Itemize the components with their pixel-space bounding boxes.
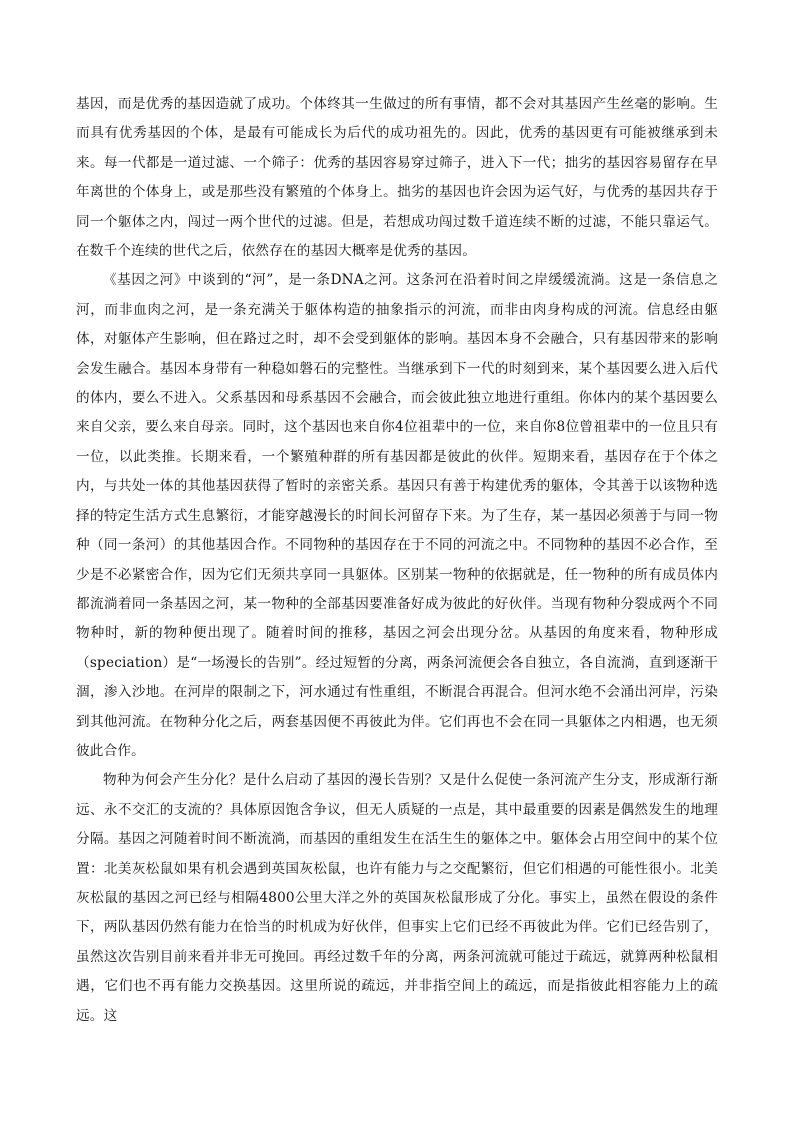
paragraph-2: 《基因之河》中谈到的“河”，是一条DNA之河。这条河在沿着时间之岸缓缓流淌。这是一条信息之河，而非血肉之河，是一条充满关于躯体构造的抽象指示的河流，而非由肉身构成的河流。信息经由躯体，对躯体产生影响，但在路过之时，却不会受到躯体的影响。基因本身不会融合，只有基因带来的影响会发生融合。基因本身带有一种稳如磐石的完整性。当继承到下一代的时刻到来，某个基因要么进入后代的体内，要么不进入。父系基因和母系基因不会融合，而会彼此独立地进行重组。你体内的某个基因要么来自父亲，要么来自母亲。同时，这个基因也来自你4位祖辈中的一位，来自你8位曾祖辈中的一位且只有一位，以此类推。长期来看，一个繁殖种群的所有基因都是彼此的伙伴。短期来看，基因存在于个体之内，与共处一体的其他基因获得了暂时的亲密关系。基因只有善于构建优秀的躯体，令其善于以该物种选择的特定生活方式生息繁衍，才能穿越漫长的时间长河留存下来。为了生存，某一基因必须善于与同一物种（同一条河）的其他基因合作。不同物种的基因存在于不同的河流之中。不同物种的基因不必合作，至少是不必紧密合作，因为它们无须共享同一具躯体。区别某一物种的依据就是，任一物种的所有成员体内都流淌着同一条基因之河，某一物种的全部基因要准备好成为彼此的好伙伴。当现有物种分裂成两个不同物种时，新的物种便出现了。随着时间的推移，基因之河会出现分岔。从基因的角度来看，物种形成（speciation）是“一场漫长的告别”。经过短暂的分离，两条河流便会各自独立，各自流淌，直到逐渐干涸，渗入沙地。在河岸的限制之下，河水通过有性重组，不断混合再混合。但河水绝不会涌出河岸，污染到其他河流。在物种分化之后，两套基因便不再彼此为伴。它们再也不会在同一具躯体之内相遇，也无须彼此合作。: [76, 272, 718, 759]
paragraph-1: 基因，而是优秀的基因造就了成功。个体终其一生做过的所有事情，都不会对其基因产生丝毫的影响。生而具有优秀基因的个体，是最有可能成长为后代的成功祖先的。因此，优秀的基因更有可能被继承到未来。每一代都是一道过滤、一个筛子：优秀的基因容易穿过筛子，进入下一代；拙劣的基因容易留存在早年离世的个体身上，或是那些没有繁殖的个体身上。拙劣的基因也许会因为运气好，与优秀的基因共存于同一个躯体之内，闯过一两个世代的过滤。但是，若想成功闯过数千道连续不断的过滤，不能只靠运气。在数千个连续的世代之后，依然存在的基因大概率是优秀的基因。: [76, 96, 718, 260]
document-page: [76, 90, 718, 1031]
paragraph-3: 物种为何会产生分化？是什么启动了基因的漫长告别？又是什么促使一条河流产生分支，形成渐行渐远、永不交汇的支流的？具体原因饱含争议，但无人质疑的一点是，其中最重要的因素是偶然发生的地理分隔。基因之河随着时间不断流淌，而基因的重组发生在活生生的躯体之中。躯体会占用空间中的某个位置：北美灰松鼠如果有机会遇到英国灰松鼠，也许有能力与之交配繁衍，但它们相遇的可能性很小。北美灰松鼠的基因之河已经与相隔4800公里大洋之外的英国灰松鼠形成了分化。事实上，虽然在假设的条件下，两队基因仍然有能力在恰当的时机成为好伙伴，但事实上它们已经不再彼此为伴。它们已经告别了，虽然这次告别目前来看并非无可挽回。再经过数千年的分离，两条河流就可能过于疏远，就算两种松鼠相遇，它们也不再有能力交换基因。这里所说的疏远，并非指空间上的疏远，而是指彼此相容能力上的疏远。这: [76, 772, 718, 1024]
